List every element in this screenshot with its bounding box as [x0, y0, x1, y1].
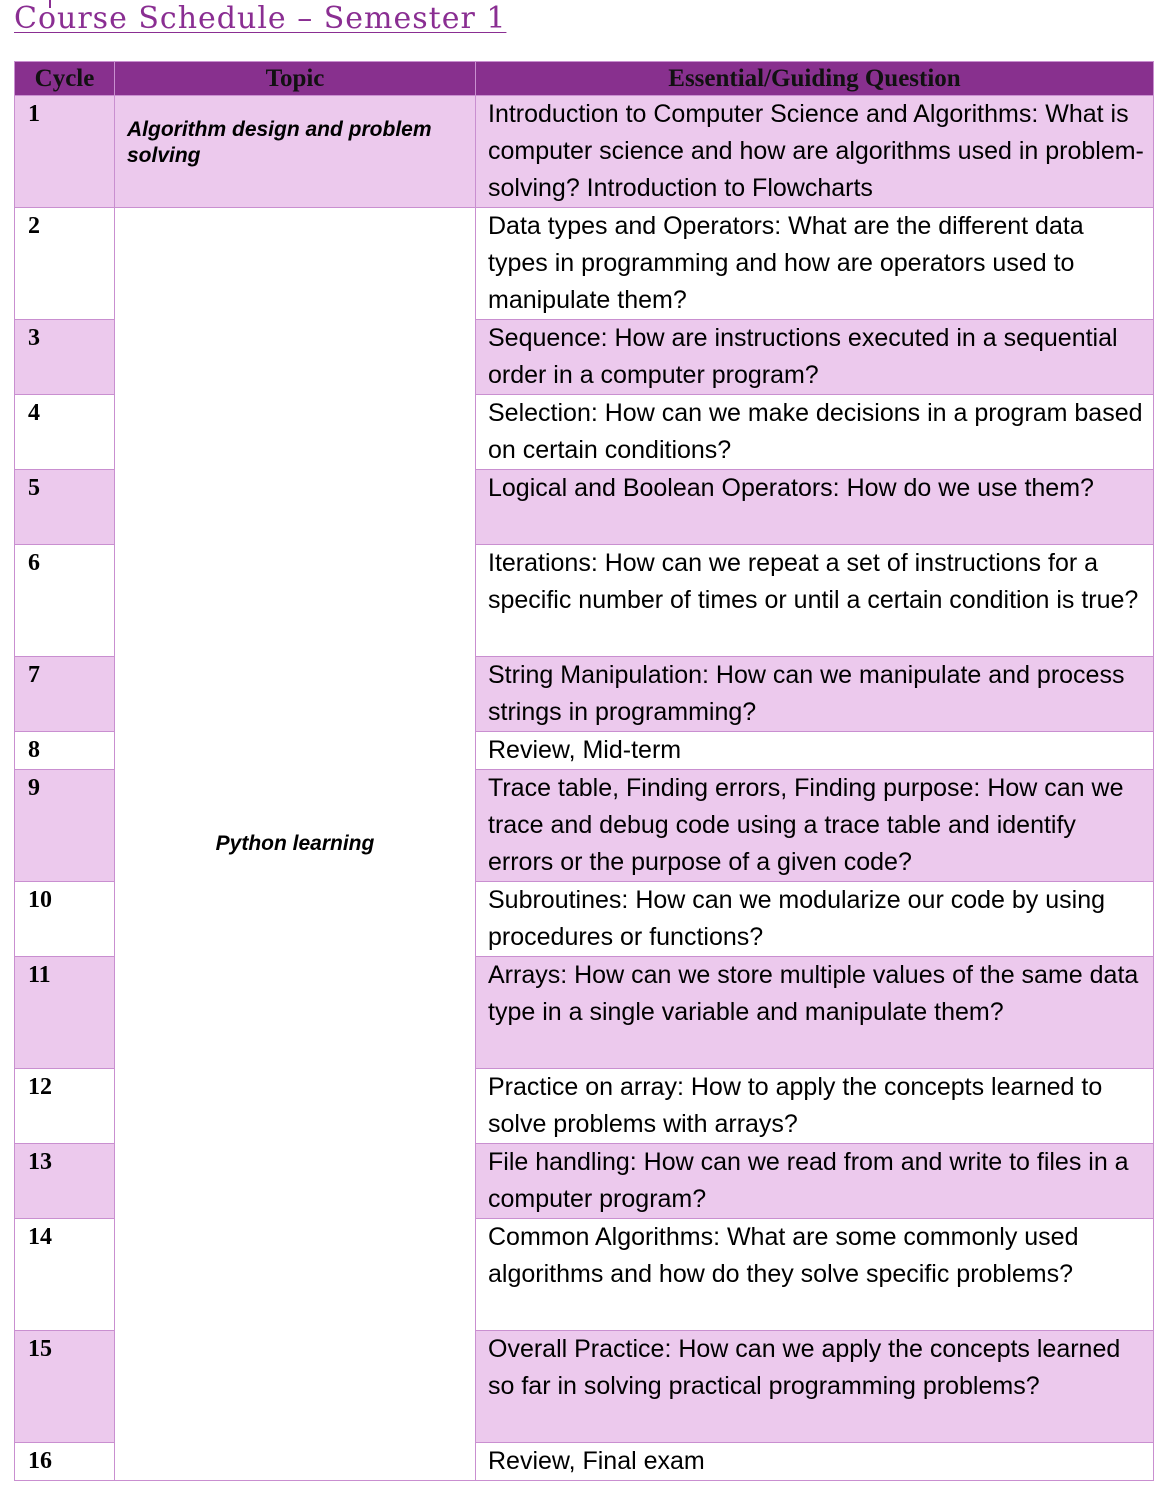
guiding-question: Iterations: How can we repeat a set of instructions for a specific number of times or until a certain condition is true?: [476, 545, 1154, 657]
topic-algorithm-design: Algorithm design and problem solving: [115, 96, 476, 208]
guiding-question: File handling: How can we read from and write to files in a computer program?: [476, 1144, 1154, 1219]
guiding-question: String Manipulation: How can we manipulate and process strings in programming?: [476, 657, 1154, 732]
table-row: [15, 96, 1154, 208]
guiding-question: Sequence: How are instructions executed in a sequential order in a computer program?: [476, 320, 1154, 395]
topic-python-learning: Python learning: [115, 208, 476, 1481]
cycle-number: 16: [15, 1443, 115, 1481]
cycle-number: 13: [15, 1144, 115, 1219]
guiding-question: Review, Mid-term: [476, 732, 1154, 770]
guiding-question: Subroutines: How can we modularize our code by using procedures or functions?: [476, 882, 1154, 957]
cycle-number: 3: [15, 320, 115, 395]
cycle-number: 4: [15, 395, 115, 470]
cycle-number: 9: [15, 770, 115, 882]
cycle-number: 11: [15, 957, 115, 1069]
guiding-question: Trace table, Finding errors, Finding purpose: How can we trace and debug code using a trace table and identify errors or the purpose of a given code?: [476, 770, 1154, 882]
cycle-number: 1: [15, 96, 115, 208]
cycle-number: 7: [15, 657, 115, 732]
cycle-number: 2: [15, 208, 115, 320]
cycle-number: 14: [15, 1219, 115, 1331]
cycle-number: 15: [15, 1331, 115, 1443]
header-question: Essential/Guiding Question: [476, 62, 1154, 96]
guiding-question: Logical and Boolean Operators: How do we use them?: [476, 470, 1154, 545]
guiding-question: Overall Practice: How can we apply the concepts learned so far in solving practical programming problems?: [476, 1331, 1154, 1443]
header-topic: Topic: [115, 62, 476, 96]
cycle-number: 5: [15, 470, 115, 545]
guiding-question: Data types and Operators: What are the different data types in programming and how are operators used to manipulate them?: [476, 208, 1154, 320]
cycle-number: 10: [15, 882, 115, 957]
cycle-number: 12: [15, 1069, 115, 1144]
guiding-question: Selection: How can we make decisions in a program based on certain conditions?: [476, 395, 1154, 470]
header-cycle: Cycle: [15, 62, 115, 96]
table-row: [15, 208, 1154, 320]
guiding-question: Common Algorithms: What are some commonly used algorithms and how do they solve specific problems?: [476, 1219, 1154, 1331]
cycle-number: 8: [15, 732, 115, 770]
guiding-question: Practice on array: How to apply the concepts learned to solve problems with arrays?: [476, 1069, 1154, 1144]
header-row: [15, 62, 1154, 96]
guiding-question: Introduction to Computer Science and Algorithms: What is computer science and how are algorithms used in problem-solving? Introduction to Flowcharts: [476, 96, 1154, 208]
cycle-number: 6: [15, 545, 115, 657]
course-schedule-table: [14, 61, 1154, 1481]
guiding-question: Review, Final exam: [476, 1443, 1154, 1481]
page-title: Course Schedule – Semester 1: [14, 1, 507, 36]
guiding-question: Arrays: How can we store multiple values of the same data type in a single variable and manipulate them?: [476, 957, 1154, 1069]
